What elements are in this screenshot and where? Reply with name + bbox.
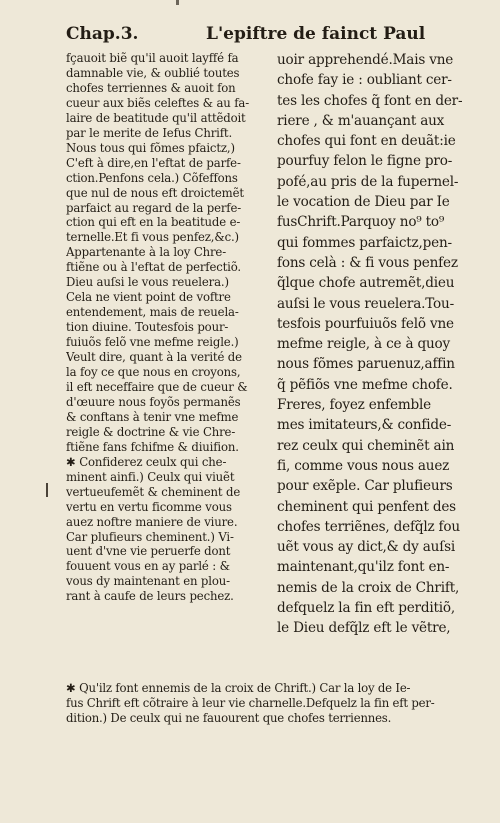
commentary-line: entendement, mais de reuela-	[66, 305, 239, 320]
page-header	[66, 24, 456, 52]
commentary-line: Cela ne vient point de voftre	[66, 290, 231, 305]
commentary-line: fçauoit biẽ qu'il auoit layffé fa	[66, 51, 239, 65]
commentary-line: ction qui eft en la beatitude e-	[66, 215, 241, 230]
scripture-line: nous fõmes paruenuz,affin	[277, 356, 455, 373]
commentary-line: Veult dire, quant à la verité de	[66, 350, 242, 365]
scripture-line: riere , & m'auançant aux	[277, 112, 445, 129]
commentary-line: laire de beatitude qu'il attẽdoit	[66, 110, 246, 125]
commentary-line: fouuent vous en ay parlé : &	[66, 559, 230, 574]
footnote-block	[66, 681, 484, 726]
scripture-line: nemis de la croix de Chrift,	[277, 579, 460, 596]
scripture-line: fons celà : & fi vous penfez	[277, 254, 458, 271]
commentary-line: vertueufemẽt & cheminent de	[66, 484, 241, 499]
scripture-line: mes imitateurs,& confide-	[277, 417, 452, 434]
scripture-line: le Dieu defq̃lz eft le vẽtre,	[277, 620, 451, 637]
scripture-column	[277, 50, 477, 639]
commentary-line: vous dy maintenant en plou-	[66, 574, 230, 589]
commentary-line: d'œuure nous foyõs permanẽs	[66, 394, 241, 409]
commentary-line: uent d'vne vie peruerfe dont	[66, 544, 231, 559]
commentary-line: par le merite de Iefus Chrift.	[66, 125, 233, 140]
commentary-line: ternelle.Et fi vous penfez,&c.)	[66, 230, 239, 245]
scripture-line: fusChrift.Parquoy no⁹ to⁹	[277, 214, 445, 231]
commentary-line: parfaict au regard de la perfe-	[66, 200, 242, 215]
footnote-line: fus Chrift eft cõtraire à leur vie charnelle.Defquelz la fin eft per-	[66, 695, 435, 710]
scripture-line: mefme reigle, à ce à quoy	[277, 336, 450, 353]
commentary-line: damnable vie, & oublié toutes	[66, 65, 240, 80]
scripture-line: Freres, foyez enfemble	[277, 397, 432, 414]
margin-mark	[46, 483, 48, 497]
commentary-line: ✱ Confiderez ceulx qui che-	[66, 454, 227, 469]
footnote-line: dition.) De ceulx qui ne fauourent que chofes terriennes.	[66, 710, 392, 725]
scripture-line: auſsi le vous reuelera.Tou-	[277, 295, 454, 312]
commentary-line: ction.Penfons cela.) Cõfeffons	[66, 170, 238, 185]
footnote-line: ✱ Qu'ilz font ennemis de la croix de Chrift.) Car la loy de Ie-	[66, 681, 411, 695]
scripture-line: q̃lque chofe autremẽt,dieu	[277, 275, 455, 292]
commentary-line: Car plufieurs cheminent.) Vi-	[66, 529, 234, 544]
commentary-line: Nous tous qui fõmes pfaictz,)	[66, 140, 235, 155]
chapter-label: Chap.3.	[66, 24, 139, 44]
running-title: L'epiftre de fainct Paul	[206, 24, 426, 44]
commentary-line: Dieu auſsi le vous reuelera.)	[66, 275, 229, 290]
commentary-line: chofes terriennes & auoit fon	[66, 80, 236, 95]
scripture-line: chofe fay ie : oubliant cer-	[277, 72, 452, 89]
scripture-line: uẽt vous ay dict,& dy auſsi	[277, 539, 455, 556]
commentary-line: il eft neceffaire que de cueur &	[66, 379, 248, 394]
commentary-line: minent ainfi.) Ceulx qui viuẽt	[66, 469, 235, 484]
commentary-line: tion diuine. Toutesfois pour-	[66, 320, 229, 335]
commentary-line: Appartenante à la loy Chre-	[66, 245, 226, 260]
commentary-line: & conftans à tenir vne mefme	[66, 409, 239, 424]
commentary-line: vertu en vertu ficomme vous	[66, 499, 232, 514]
commentary-line: reigle & doctrine & vie Chre-	[66, 424, 236, 439]
commentary-line: la foy ce que nous en croyons,	[66, 365, 241, 380]
commentary-line: C'eft à dire,en l'eftat de parfe-	[66, 155, 241, 170]
scripture-line: maintenant,qu'ilz font en-	[277, 559, 450, 576]
commentary-line: cueur aux biẽs celeftes & au fa-	[66, 95, 250, 110]
scripture-line: chofes terriẽnes, defq̃lz fou	[277, 518, 460, 535]
scripture-line: fi, comme vous nous auez	[277, 457, 450, 474]
scripture-line: pour exẽple. Car plufieurs	[277, 478, 453, 495]
scripture-line: rez ceulx qui cheminẽt ain	[277, 437, 455, 454]
commentary-column	[66, 51, 264, 604]
commentary-line: fuiuõs felõ vne mefme reigle.)	[66, 335, 239, 350]
commentary-line: que nul de nous eft droictemẽt	[66, 185, 244, 200]
scripture-line: le vocation de Dieu par Ie	[277, 194, 450, 211]
scripture-line: pofé,au pris de la fupernel-	[277, 173, 459, 190]
scripture-line: pourfuy felon le figne pro-	[277, 153, 453, 170]
commentary-line: ftiẽne ou à l'eftat de perfectiõ.	[66, 260, 241, 275]
commentary-line: auez noftre maniere de viure.	[66, 514, 238, 529]
scripture-line: chofes qui font en deuãt:ie	[277, 133, 456, 150]
commentary-line: rant à caufe de leurs pechez.	[66, 589, 234, 604]
commentary-line: ftiẽne fans fchifme & diuifion.	[66, 439, 239, 454]
scripture-line: uoir apprehendé.Mais vne	[277, 52, 454, 68]
scripture-line: cheminent qui penfent des	[277, 498, 456, 515]
scripture-line: tes les chofes q̃ font en der-	[277, 92, 463, 109]
scripture-line: qui fommes parfaictz,pen-	[277, 234, 452, 251]
scripture-line: q̃ pẽfiõs vne mefme chofe.	[277, 376, 453, 393]
scripture-line: defquelz la fin eft perditiõ,	[277, 600, 456, 617]
scripture-line: tesfois pourfuiuõs felõ vne	[277, 315, 454, 332]
ink-mark	[176, 0, 179, 5]
